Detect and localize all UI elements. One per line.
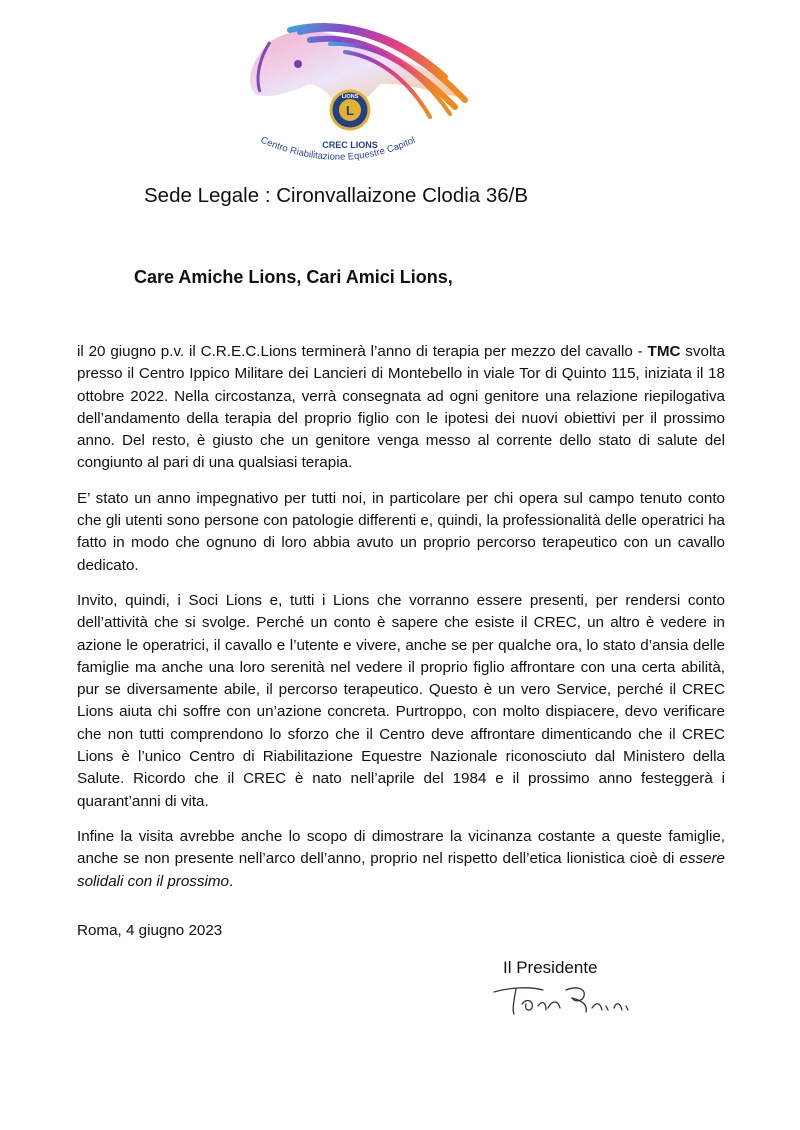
greeting: Care Amiche Lions, Cari Amici Lions,: [134, 267, 453, 287]
svg-text:L: L: [346, 103, 354, 118]
svg-text:CREC LIONS: CREC LIONS: [322, 140, 378, 150]
handwritten-signature: [488, 980, 638, 1020]
legal-address: Sede Legale : Cironvallaizone Clodia 36/B: [144, 184, 529, 207]
paragraph-2: E’ stato un anno impegnativo per tutti noi, in particolare per chi opera sul campo tenuto conto che gli utenti sono persone con patologie differenti e, quindi, la professionalità delle operatrici ha fatto in modo che ognuno di loro abbia avuto un proprio percorso terapeutico con un cavallo dedicato.: [77, 489, 725, 574]
paragraph-1: il 20 giugno p.v. il C.R.E.C.Lions terminerà l’anno di terapia per mezzo del cavallo - TMC svolta presso il Centro Ippico Militare dei Lancieri di Montebello in viale Tor di Quinto 115, iniziata il 18 ottobre 2022. Nella circostanza, verrà consegnata ad ogni genitore una relazione riepilogativa dell’andamento della terapia del proprio figlio con le ipotesi dei nuovi obiettivi per il prossimo anno. Del resto, è giusto che un genitore venga messo al corrente dello stato di salute del congiunto al pari di una qualsiasi terapia.: [77, 343, 725, 472]
letter-body: [77, 341, 725, 906]
svg-text:Centro Riabilitazione Equestre: Centro Riabilitazione Equestre Capitol: [258, 134, 418, 163]
place-date: Roma, 4 giugno 2023: [77, 922, 223, 939]
paragraph-3: Invito, quindi, i Soci Lions e, tutti i Lions che vorranno essere presenti, per rendersi conto dell’attività che si svolge. Perché un conto è sapere che esiste il CREC, un altro è vedere in azione le operatrici, il cavallo e l’utente e vivere, anche se per qualche ora, lo stato d’ansia delle famiglie ma anche una loro serenità nel vedere il proprio figlio affrontare con una certa abilità, pur se diversamente abile, il percorso terapeutico. Questo è un vero Service, perché il CREC Lions aiuta chi soffre con un’azione concreta. Purtroppo, con molto dispiacere, devo verificare che non tutti comprendono lo sforzo che il Centro deve affrontare dimenticando che il CREC Lions è l’unico Centro di Riabilitazione Equestre Nazionale riconosciuto dal Ministero della Salute. Ricordo che il CREC è nato nell’aprile del 1984 e il prossimo anno festeggerà i quarant’anni di vita.: [77, 591, 725, 810]
motto-italic: essere solidali con il prossimo: [77, 850, 725, 890]
president-title: Il Presidente: [503, 958, 598, 977]
crec-lions-logo: [230, 22, 480, 172]
paragraph-4: Infine la visita avrebbe anche lo scopo di dimostrare la vicinanza costante a queste famiglie, anche se non presente nell’arco dell’anno, proprio nel rispetto dell’etica lionistica cioè di essere solidali con il prossimo.: [77, 827, 725, 890]
horse-logo-icon: [230, 22, 480, 172]
tmc-bold: TMC: [647, 343, 681, 360]
svg-text:LIONS: LIONS: [341, 94, 359, 100]
